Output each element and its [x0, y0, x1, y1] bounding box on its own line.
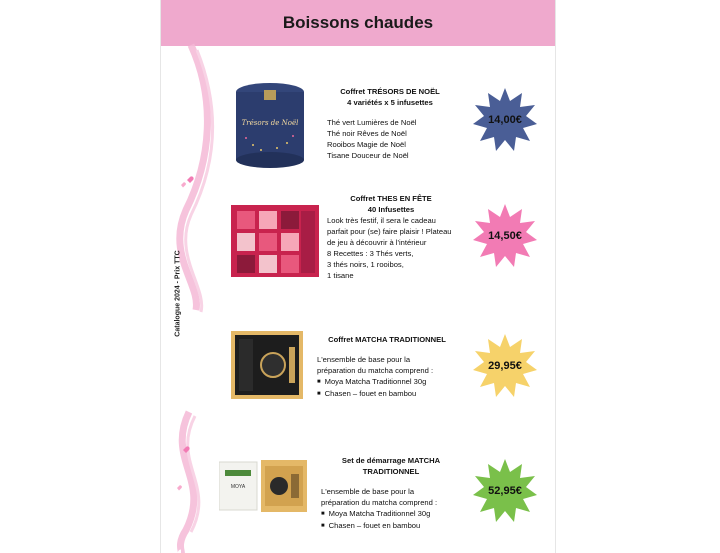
- product-description: Look très festif, il sera le cadeau parfait pour (se) faire plaisir ! Plateau de jeu à découvrir à l'intérieur 8 Recettes : 3 Thés verts, 3 thés noirs, 1 rooibos, 1 tisane: [327, 216, 452, 280]
- price-value: 29,95€: [488, 360, 522, 372]
- tea-box-image: [231, 205, 319, 277]
- price-value: 14,00€: [488, 114, 522, 126]
- matcha-set-image: [219, 460, 307, 512]
- svg-text:MOYA: MOYA: [230, 484, 246, 490]
- catalog-page: [160, 0, 556, 553]
- product-description: L'ensemble de base pour la préparation du matcha comprend : ■ Moya Matcha Traditionnel 30g ■ Chasen – fouet en bambou: [317, 354, 467, 400]
- product-title: Coffret THES EN FÊTE 40 Infusettes: [350, 194, 432, 214]
- product-set-demarrage-matcha: [161, 448, 555, 548]
- tea-tin-image: [231, 80, 309, 170]
- product-thes-en-fete: [161, 188, 555, 288]
- price-badge: [472, 333, 538, 399]
- heart-icon: [187, 176, 194, 183]
- catalog-side-label: Catalogue 2024 - Prix TTC: [174, 250, 182, 337]
- product-title: Set de démarrage MATCHA TRADITIONNEL: [341, 456, 441, 476]
- product-title: Coffret TRÉSORS DE NOËL 4 variétés x 5 infusettes: [340, 87, 440, 107]
- price-badge: [472, 458, 538, 524]
- product-description: L'ensemble de base pour la préparation du matcha comprend : ■ Moya Matcha Traditionnel 30g ■ Chasen – fouet en bambou: [321, 486, 471, 532]
- price-value: 52,95€: [488, 485, 522, 497]
- product-description: Thé vert Lumières de Noël Thé noir Rêves de Noël Rooibos Magie de Noël Tisane Douceur de Noël: [327, 118, 417, 160]
- price-badge: [472, 87, 538, 153]
- svg-text:Trésors de Noël: Trésors de Noël: [241, 119, 299, 127]
- product-matcha-traditionnel: [161, 325, 555, 410]
- price-value: 14,50€: [488, 230, 522, 242]
- product-tresors-de-noel: [161, 60, 555, 175]
- product-title: Coffret MATCHA TRADITIONNEL: [328, 335, 446, 344]
- page-title: Boissons chaudes: [282, 13, 434, 32]
- price-badge: [472, 203, 538, 269]
- matcha-box-image: [231, 331, 303, 399]
